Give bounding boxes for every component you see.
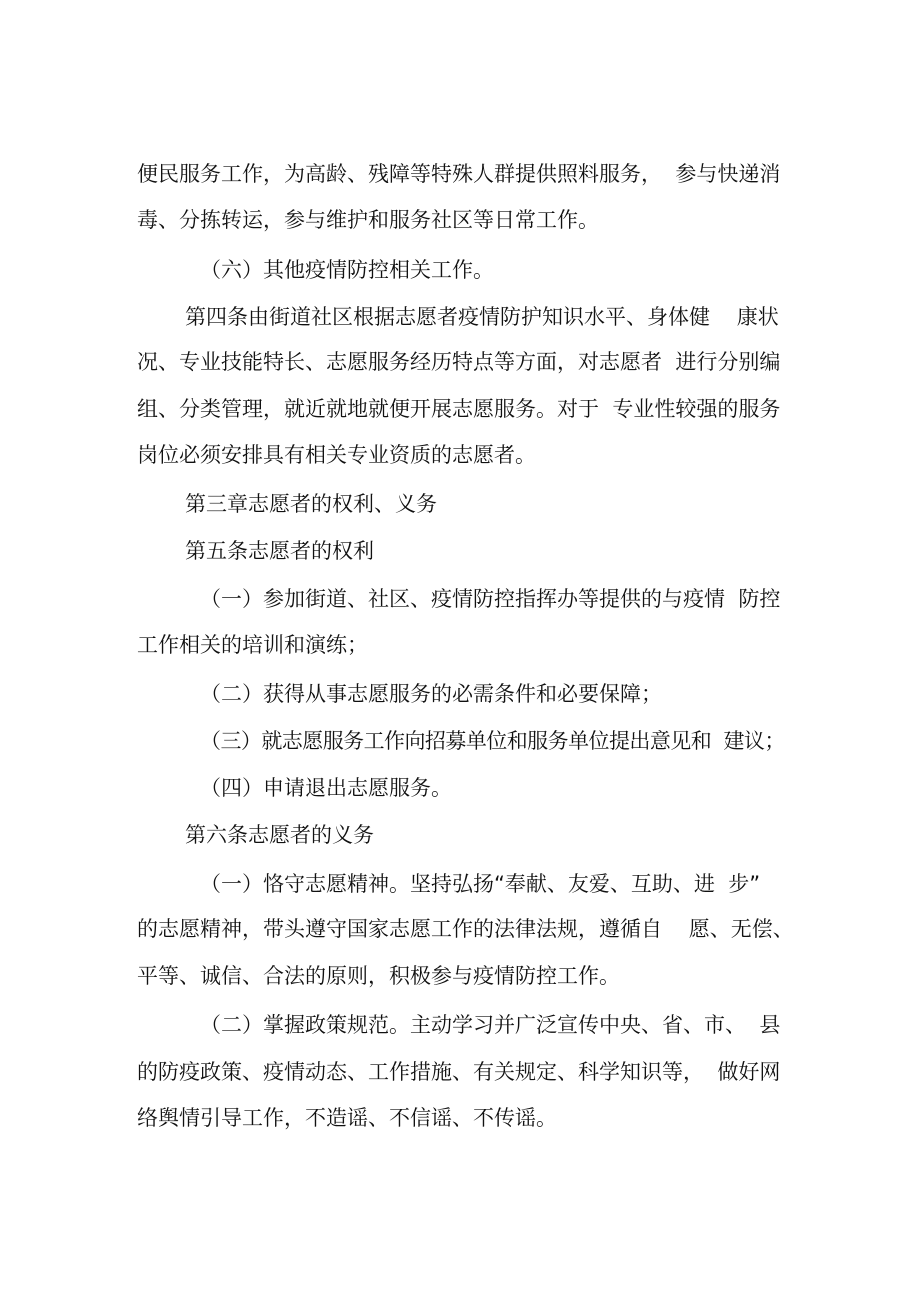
text-line: （一）参加街道、社区、疫情防控指挥办等提供的与疫情 防控 [200, 587, 781, 611]
article-heading: 第五条志愿者的权利 [185, 539, 374, 563]
text-line: （一）恪守志愿精神。坚持弘扬“奉献、友爱、互助、进 步” [200, 872, 761, 896]
text-line: 的志愿精神，带头遵守国家志愿工作的法律法规，遵循自 愿、无偿、 [137, 917, 794, 941]
text-line: 的防疫政策、疫情动态、工作措施、有关规定、科学知识等， 做好网 [137, 1060, 781, 1084]
text-line: 平等、诚信、合法的原则，积极参与疫情防控工作。 [137, 964, 620, 988]
section-heading: 第三章志愿者的权利、义务 [185, 492, 437, 516]
text-line: 况、专业技能特长、志愿服务经历特点等方面，对志愿者 进行分别编 [137, 350, 781, 374]
text-line: 毒、分拣转运，参与维护和服务社区等日常工作。 [137, 208, 599, 232]
text-line: 第四条由街道社区根据志愿者疫情防护知识水平、身体健 康状 [185, 305, 779, 329]
text-line: （四）申请退出志愿服务。 [200, 776, 452, 800]
text-line: 络舆情引导工作，不造谣、不信谣、不传谣。 [137, 1106, 557, 1130]
text-line: 组、分类管理，就近就地就便开展志愿服务。对于 专业性较强的服务 [137, 397, 781, 421]
text-line: （二）掌握政策规范。主动学习并广泛宣传中央、省、市、 县 [200, 1013, 781, 1037]
text-line: 岗位必须安排具有相关专业资质的志愿者。 [137, 443, 536, 467]
text-line: （三）就志愿服务工作向招募单位和服务单位提出意见和 建议； [200, 729, 785, 753]
text-line: 便民服务工作，为高龄、残障等特殊人群提供照料服务， 参与快递消 [137, 162, 781, 186]
text-line: （六）其他疫情防控相关工作。 [200, 258, 494, 282]
text-line: 工作相关的培训和演练； [137, 633, 368, 657]
text-line: （二）获得从事志愿服务的必需条件和必要保障； [200, 682, 662, 706]
article-heading: 第六条志愿者的义务 [185, 823, 374, 847]
